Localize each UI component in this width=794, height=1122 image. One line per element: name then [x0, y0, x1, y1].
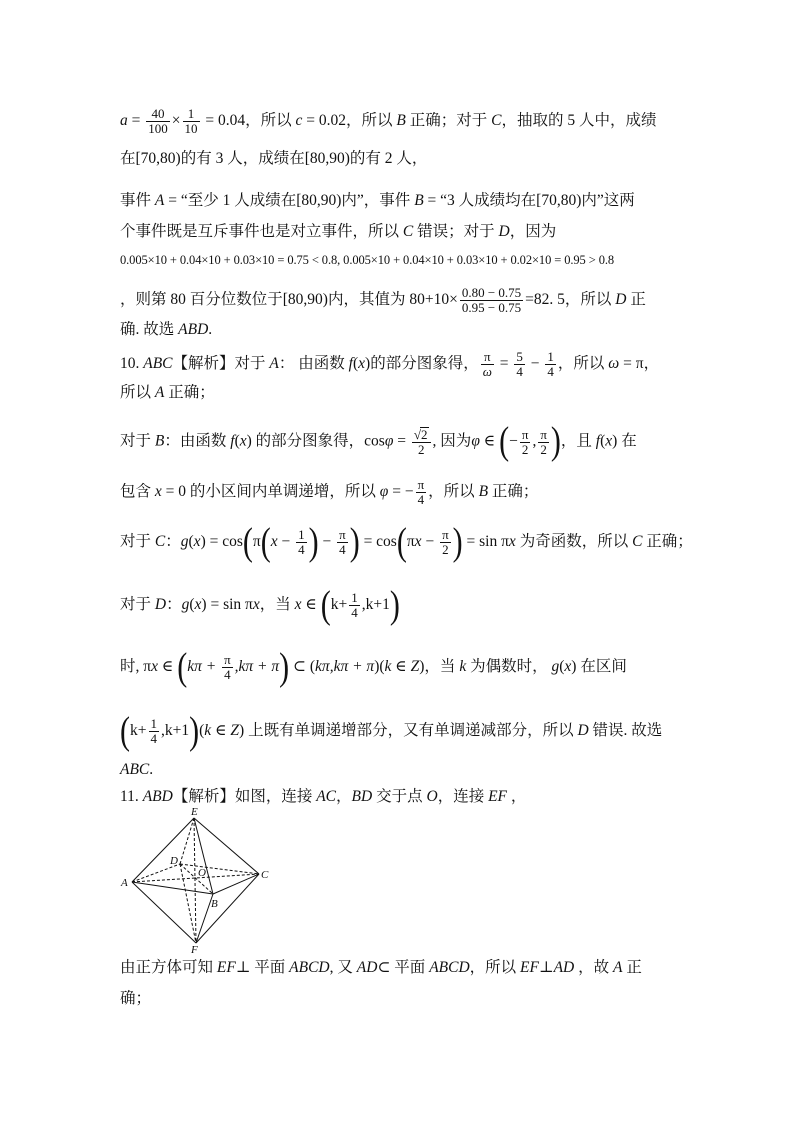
- fraction: $\frac{\pi}{\omega}$: [482, 349, 492, 379]
- line-14: 时, πx ∈ (kπ + $\frac{\pi}{4}$ ,kπ + π) ⊂ (kπ,kπ + π)(k ∈ Z)，当 k 为偶数时， g(x) 在区间: [120, 645, 627, 689]
- line-15: (k+ $\frac{1}{4}$ ,k+1)(k ∈ Z) 上既有单调递增部分，又有单调递减部分，所以 D 错误. 故选: [120, 709, 663, 753]
- fraction: $\frac{\pi}{4}$: [417, 477, 425, 507]
- fraction: $\frac{\pi}{2}$: [442, 527, 449, 557]
- line-1: a = $\frac{40}{100}$ × $\frac{1}{10}$ = 0.04，所以 c = 0.02，所以 B 正确；对于 C，抽取的 5 人中，成绩: [120, 106, 657, 136]
- edge-EA: [132, 818, 194, 882]
- edge-DC: [180, 864, 259, 874]
- line-13: 对于 D：g(x) = sin πx，当 x ∈ (k+ $\frac{1}{4}$ ,k+1): [120, 583, 400, 627]
- line-2: 在[70,80)的有 3 人，成绩在[80,90)的有 2 人，: [120, 150, 428, 167]
- edge-BC: [213, 874, 259, 894]
- edge-AF: [132, 882, 196, 943]
- fraction: $\frac{\pi}{4}$: [339, 527, 346, 557]
- label-D: D: [170, 855, 178, 867]
- line-5: 0.005×10 + 0.04×10 + 0.03×10 = 0.75 < 0.8, 0.005×10 + 0.04×10 + 0.03×10 + 0.02×10 = 0.95 > 0.8: [120, 253, 615, 267]
- label-E: E: [191, 806, 198, 818]
- line-8: 10. ABC【解析】对于 A： 由函数 f(x)的部分图象得， $\frac{\pi}{\omega}$ = $\frac{5}{4}$ − $\frac{1}{4}$ ，所以 ω = π，: [120, 349, 660, 379]
- line-3: 事件 A = “至少 1 人成绩在[80,90)内”，事件 B = “3 人成绩均在[70,80)内”这两: [120, 192, 635, 209]
- label-O: O: [198, 867, 206, 879]
- edge-CF: [196, 874, 259, 943]
- segment-EF: [194, 818, 196, 943]
- octahedron-figure: [118, 806, 278, 954]
- line-18: 由正方体可知 EF⊥ 平面 ABCD, 又 AD⊂ 平面 ABCD，所以 EF⊥AD ，故 A 正: [120, 959, 642, 976]
- label-B: B: [211, 898, 218, 910]
- edge-DF: [180, 864, 196, 943]
- fraction: $\frac{√2}{2}$: [412, 427, 431, 457]
- edge-AB: [132, 882, 213, 894]
- line-6: ，则第 80 百分位数位于[80,90)内，其值为 80+10× $\frac{0.80 - 0.75}{0.95 - 0.75}$ =82. 5，所以 D 正: [120, 285, 646, 315]
- line-9: 所以 A 正确；: [120, 384, 215, 401]
- label-F: F: [191, 944, 198, 954]
- fraction: $\frac{1}{4}$: [547, 349, 554, 379]
- fraction: $\frac{1}{4}$: [150, 716, 157, 746]
- fraction: $\frac{40}{100}$: [148, 106, 168, 136]
- fraction: $\frac{1}{4}$: [351, 590, 358, 620]
- line-10: 对于 B：由函数 f(x) 的部分图象得，cosφ = $\frac{√2}{2}$ , 因为φ ∈ (− $\frac{\pi}{2}$ , $\frac{\pi}{2}$ )，且 f(x) 在: [120, 419, 637, 463]
- label-A: A: [121, 877, 128, 889]
- line-16: ABC.: [120, 761, 154, 778]
- fraction: $\frac{1}{10}$: [184, 106, 198, 136]
- fraction: $\frac{1}{4}$: [298, 527, 305, 557]
- fraction: $\frac{0.80 - 0.75}{0.95 - 0.75}$: [461, 285, 522, 315]
- fraction: $\frac{\pi}{2}$: [521, 426, 529, 457]
- label-C: C: [261, 869, 269, 881]
- edge-EB: [194, 818, 213, 894]
- fraction: $\frac{\pi}{4}$: [224, 652, 231, 682]
- fraction: $\frac{5}{4}$: [516, 349, 523, 379]
- var-a: a: [120, 112, 128, 130]
- line-4: 个事件既是互斥事件也是对立事件，所以 C 错误；对于 D，因为: [120, 223, 557, 240]
- line-11: 包含 x = 0 的小区间内单调递增，所以 φ = − $\frac{\pi}{4}$ ，所以 B 正确；: [120, 477, 539, 507]
- line-7: 确. 故选 ABD.: [120, 321, 213, 338]
- line-12: 对于 C：g(x) = cos(π(x − $\frac{1}{4}$ ) − $\frac{\pi}{4}$ ) = cos(πx − $\frac{\pi}{2}$ ) = sin πx 为奇函数，所以 C 正确；: [120, 520, 693, 564]
- line-19: 确；: [120, 990, 152, 1007]
- fraction: $\frac{\pi}{2}$: [540, 426, 547, 457]
- line-17: 11. ABD【解析】如图，连接 AC，BD 交于点 O，连接 EF ，: [120, 788, 527, 805]
- edge-EC: [194, 818, 259, 874]
